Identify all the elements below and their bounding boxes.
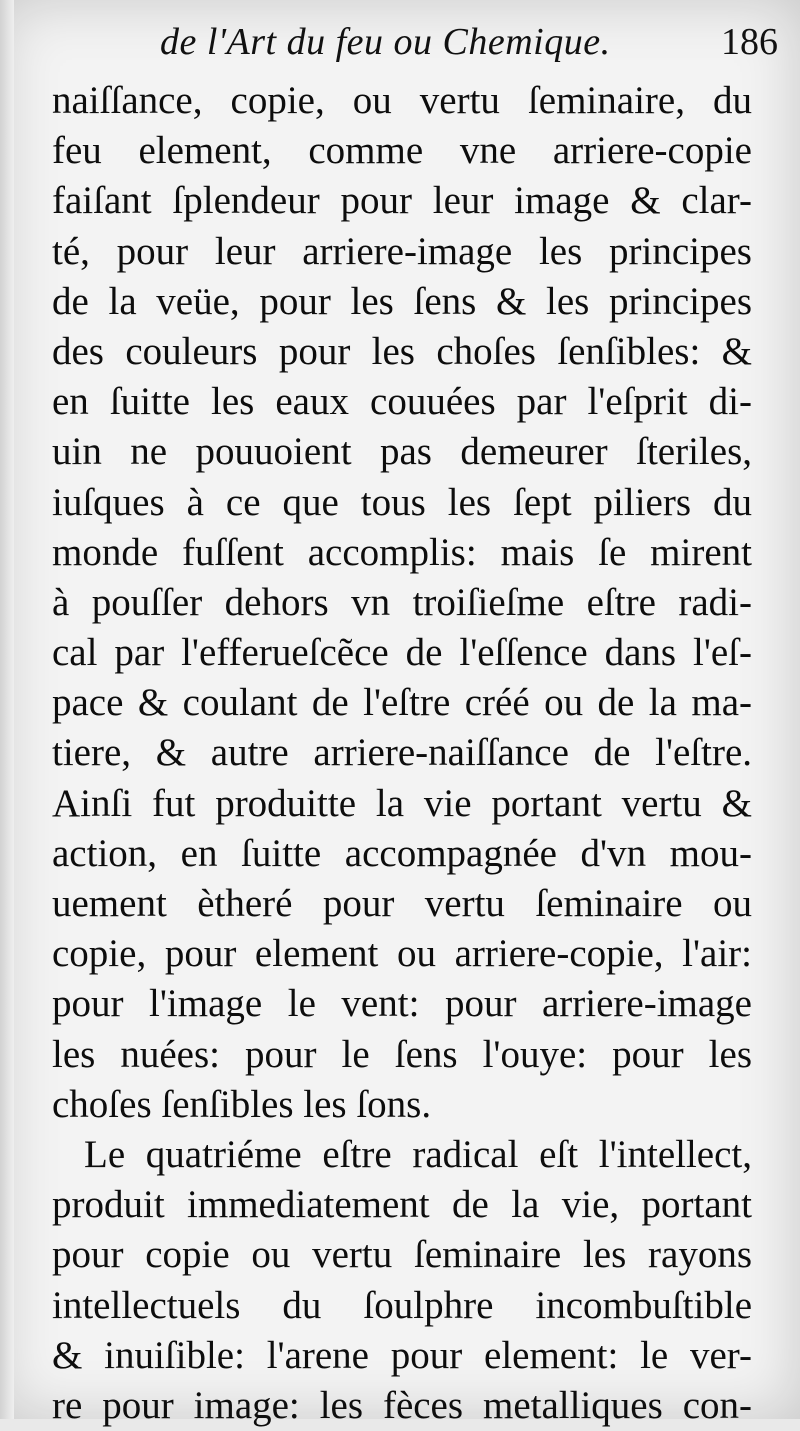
text-line: action, en ſuitte accompagnée d'vn mou-	[52, 831, 752, 875]
text-line: pour copie ou vertu ſeminaire les rayons	[52, 1233, 752, 1277]
text-line: les nuées: pour le ſens l'ouye: pour les	[52, 1032, 752, 1076]
page-gutter-edge	[0, 0, 14, 1419]
text-line: iuſques à ce que tous les ſept piliers du	[52, 480, 752, 524]
text-line: en ſuitte les eaux couuées par l'eſprit di-	[52, 380, 752, 424]
text-line: & inuiſible: l'arene pour element: le ver-	[52, 1333, 752, 1377]
text-line: Ainſi fut produitte la vie portant vertu &	[52, 781, 752, 825]
text-line: de la veüe, pour les ſens & les principes	[52, 279, 752, 323]
text-line: té, pour leur arriere-image les principes	[52, 229, 752, 273]
text-line: monde fuſſent accomplis: mais ſe mirent	[52, 530, 752, 574]
text-line: des couleurs pour les choſes ſenſibles: &	[52, 329, 752, 373]
text-line: produit immediatement de la vie, portant	[52, 1183, 752, 1227]
text-line: tiere, & autre arriere-naiſſance de l'eſtre.	[52, 731, 752, 775]
body-text	[52, 76, 752, 1431]
text-line: à pouſſer dehors vn troiſieſme eſtre radi-	[52, 580, 752, 624]
paragraph-last-line: choſes ſenſibles les ſons.	[52, 1082, 432, 1126]
text-line: pour l'image le vent: pour arriere-image	[52, 982, 752, 1026]
text-line: intellectuels du ſoulphre incombuſtible	[52, 1283, 752, 1327]
text-line: cal par l'efferueſcẽce de l'eſſence dans l'eſ-	[52, 631, 752, 675]
running-head-title: de l'Art du feu ou Chemique.	[160, 21, 611, 63]
running-head	[0, 14, 800, 74]
text-line: feu element, comme vne arriere-copie	[52, 129, 752, 173]
text-line: uin ne pouuoient pas demeurer ſteriles,	[52, 430, 752, 474]
page-number: 186	[721, 21, 778, 63]
text-line: re pour image: les fèces metalliques con-	[52, 1383, 752, 1427]
text-line: uement ètheré pour vertu ſeminaire ou	[52, 882, 752, 925]
paragraph-first-line: Le quatriéme eſtre radical eſt l'intellect,	[84, 1132, 752, 1176]
text-line: pace & coulant de l'eſtre créé ou de la ma-	[52, 681, 752, 725]
text-line: naiſſance, copie, ou vertu ſeminaire, du	[52, 79, 752, 122]
text-line: faiſant ſplendeur pour leur image & clar-	[52, 179, 752, 223]
text-line: copie, pour element ou arriere-copie, l'air:	[52, 932, 752, 976]
